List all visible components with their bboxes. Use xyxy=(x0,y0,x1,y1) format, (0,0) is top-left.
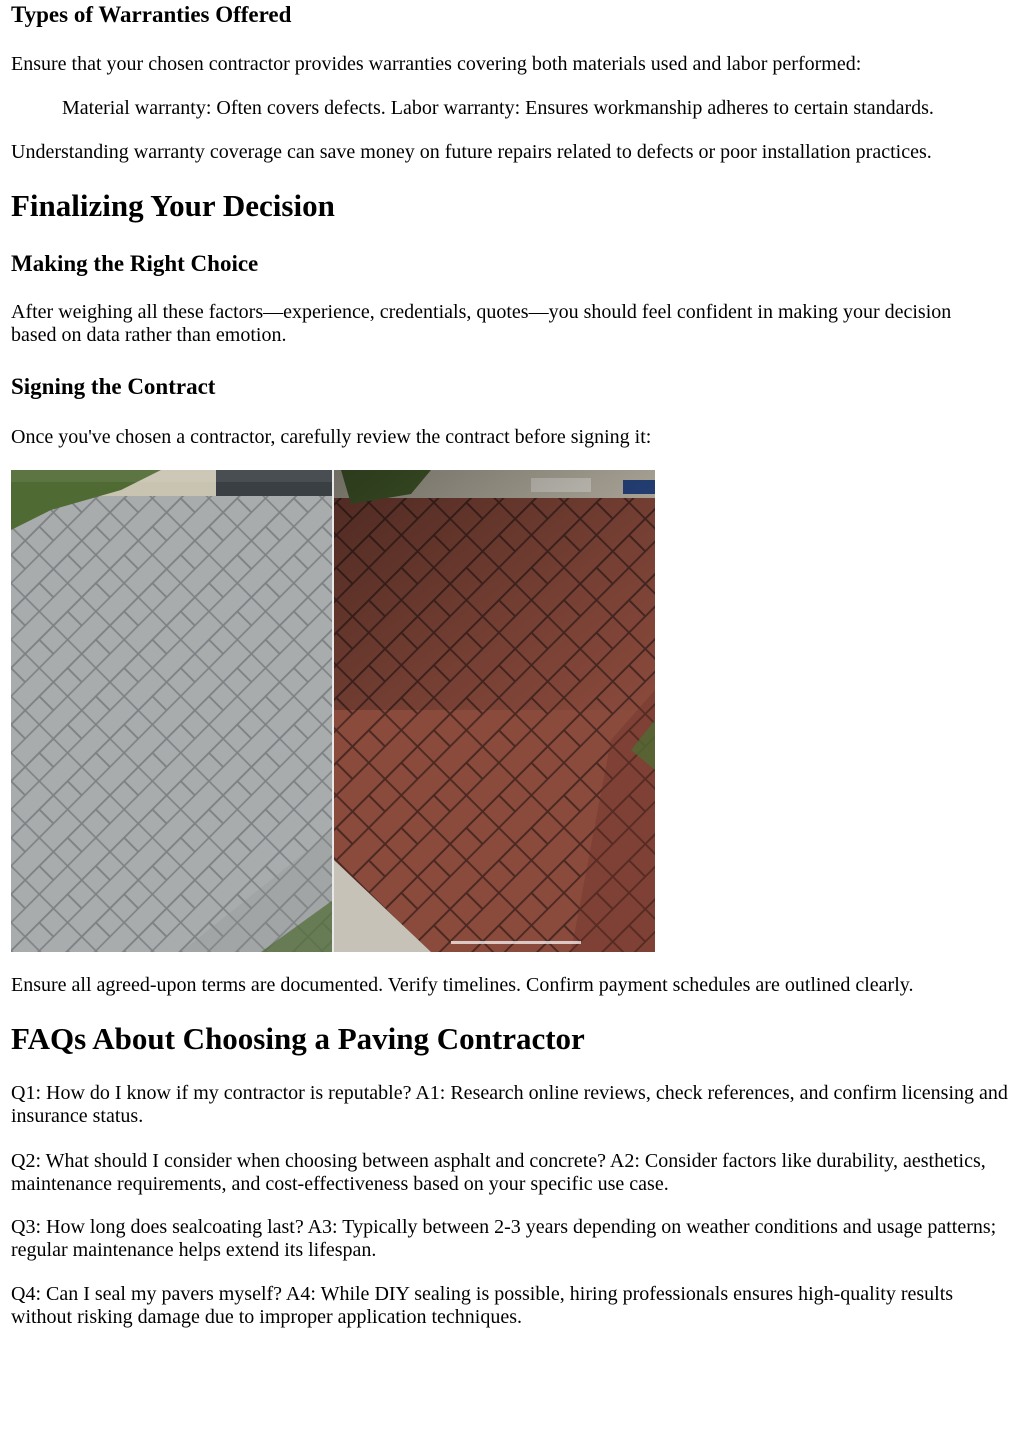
after-half xyxy=(334,470,655,952)
faq-item: Q2: What should I consider when choosing between asphalt and concrete? A2: Consider factors like durability, aesthetics, maintenance requirements, and cost-effectiveness based on your specific use case. xyxy=(11,1150,986,1195)
before-half xyxy=(11,470,333,952)
signing-intro: Once you've chosen a contractor, carefully review the contract before signing it: xyxy=(11,426,652,448)
paver-photo-illustration xyxy=(11,470,655,952)
section-heading-warranties: Types of Warranties Offered xyxy=(11,2,292,27)
right-choice-paragraph: After weighing all these factors—experience, credentials, quotes—you should feel confident in making your decision based on data rather than emotion. xyxy=(11,301,952,346)
signing-closing: Ensure all agreed-upon terms are documented. Verify timelines. Confirm payment schedules are outlined clearly. xyxy=(11,974,914,996)
section-heading-right-choice: Making the Right Choice xyxy=(11,251,259,276)
paver-driveway-photo xyxy=(11,470,655,952)
warranties-intro: Ensure that your chosen contractor provides warranties covering both materials used and labor performed: xyxy=(11,53,862,75)
warranties-list: Material warranty: Often covers defects. Labor warranty: Ensures workmanship adheres to certain standards. xyxy=(62,97,934,119)
faq-item: Q1: How do I know if my contractor is reputable? A1: Research online reviews, check references, and confirm licensing and insurance status. xyxy=(11,1082,1008,1127)
warranties-closing: Understanding warranty coverage can save money on future repairs related to defects or poor installation practices. xyxy=(11,141,932,163)
section-heading-finalizing: Finalizing Your Decision xyxy=(11,188,335,223)
faq-item: Q3: How long does sealcoating last? A3: Typically between 2-3 years depending on weather conditions and usage patterns; regular maintenance helps extend its lifespan. xyxy=(11,1216,997,1261)
section-heading-faqs: FAQs About Choosing a Paving Contractor xyxy=(11,1021,585,1056)
section-heading-signing: Signing the Contract xyxy=(11,374,216,399)
faq-item: Q4: Can I seal my pavers myself? A4: While DIY sealing is possible, hiring professionals ensures high-quality results without risking damage due to improper application techniques. xyxy=(11,1283,954,1328)
photo-divider xyxy=(332,470,334,952)
